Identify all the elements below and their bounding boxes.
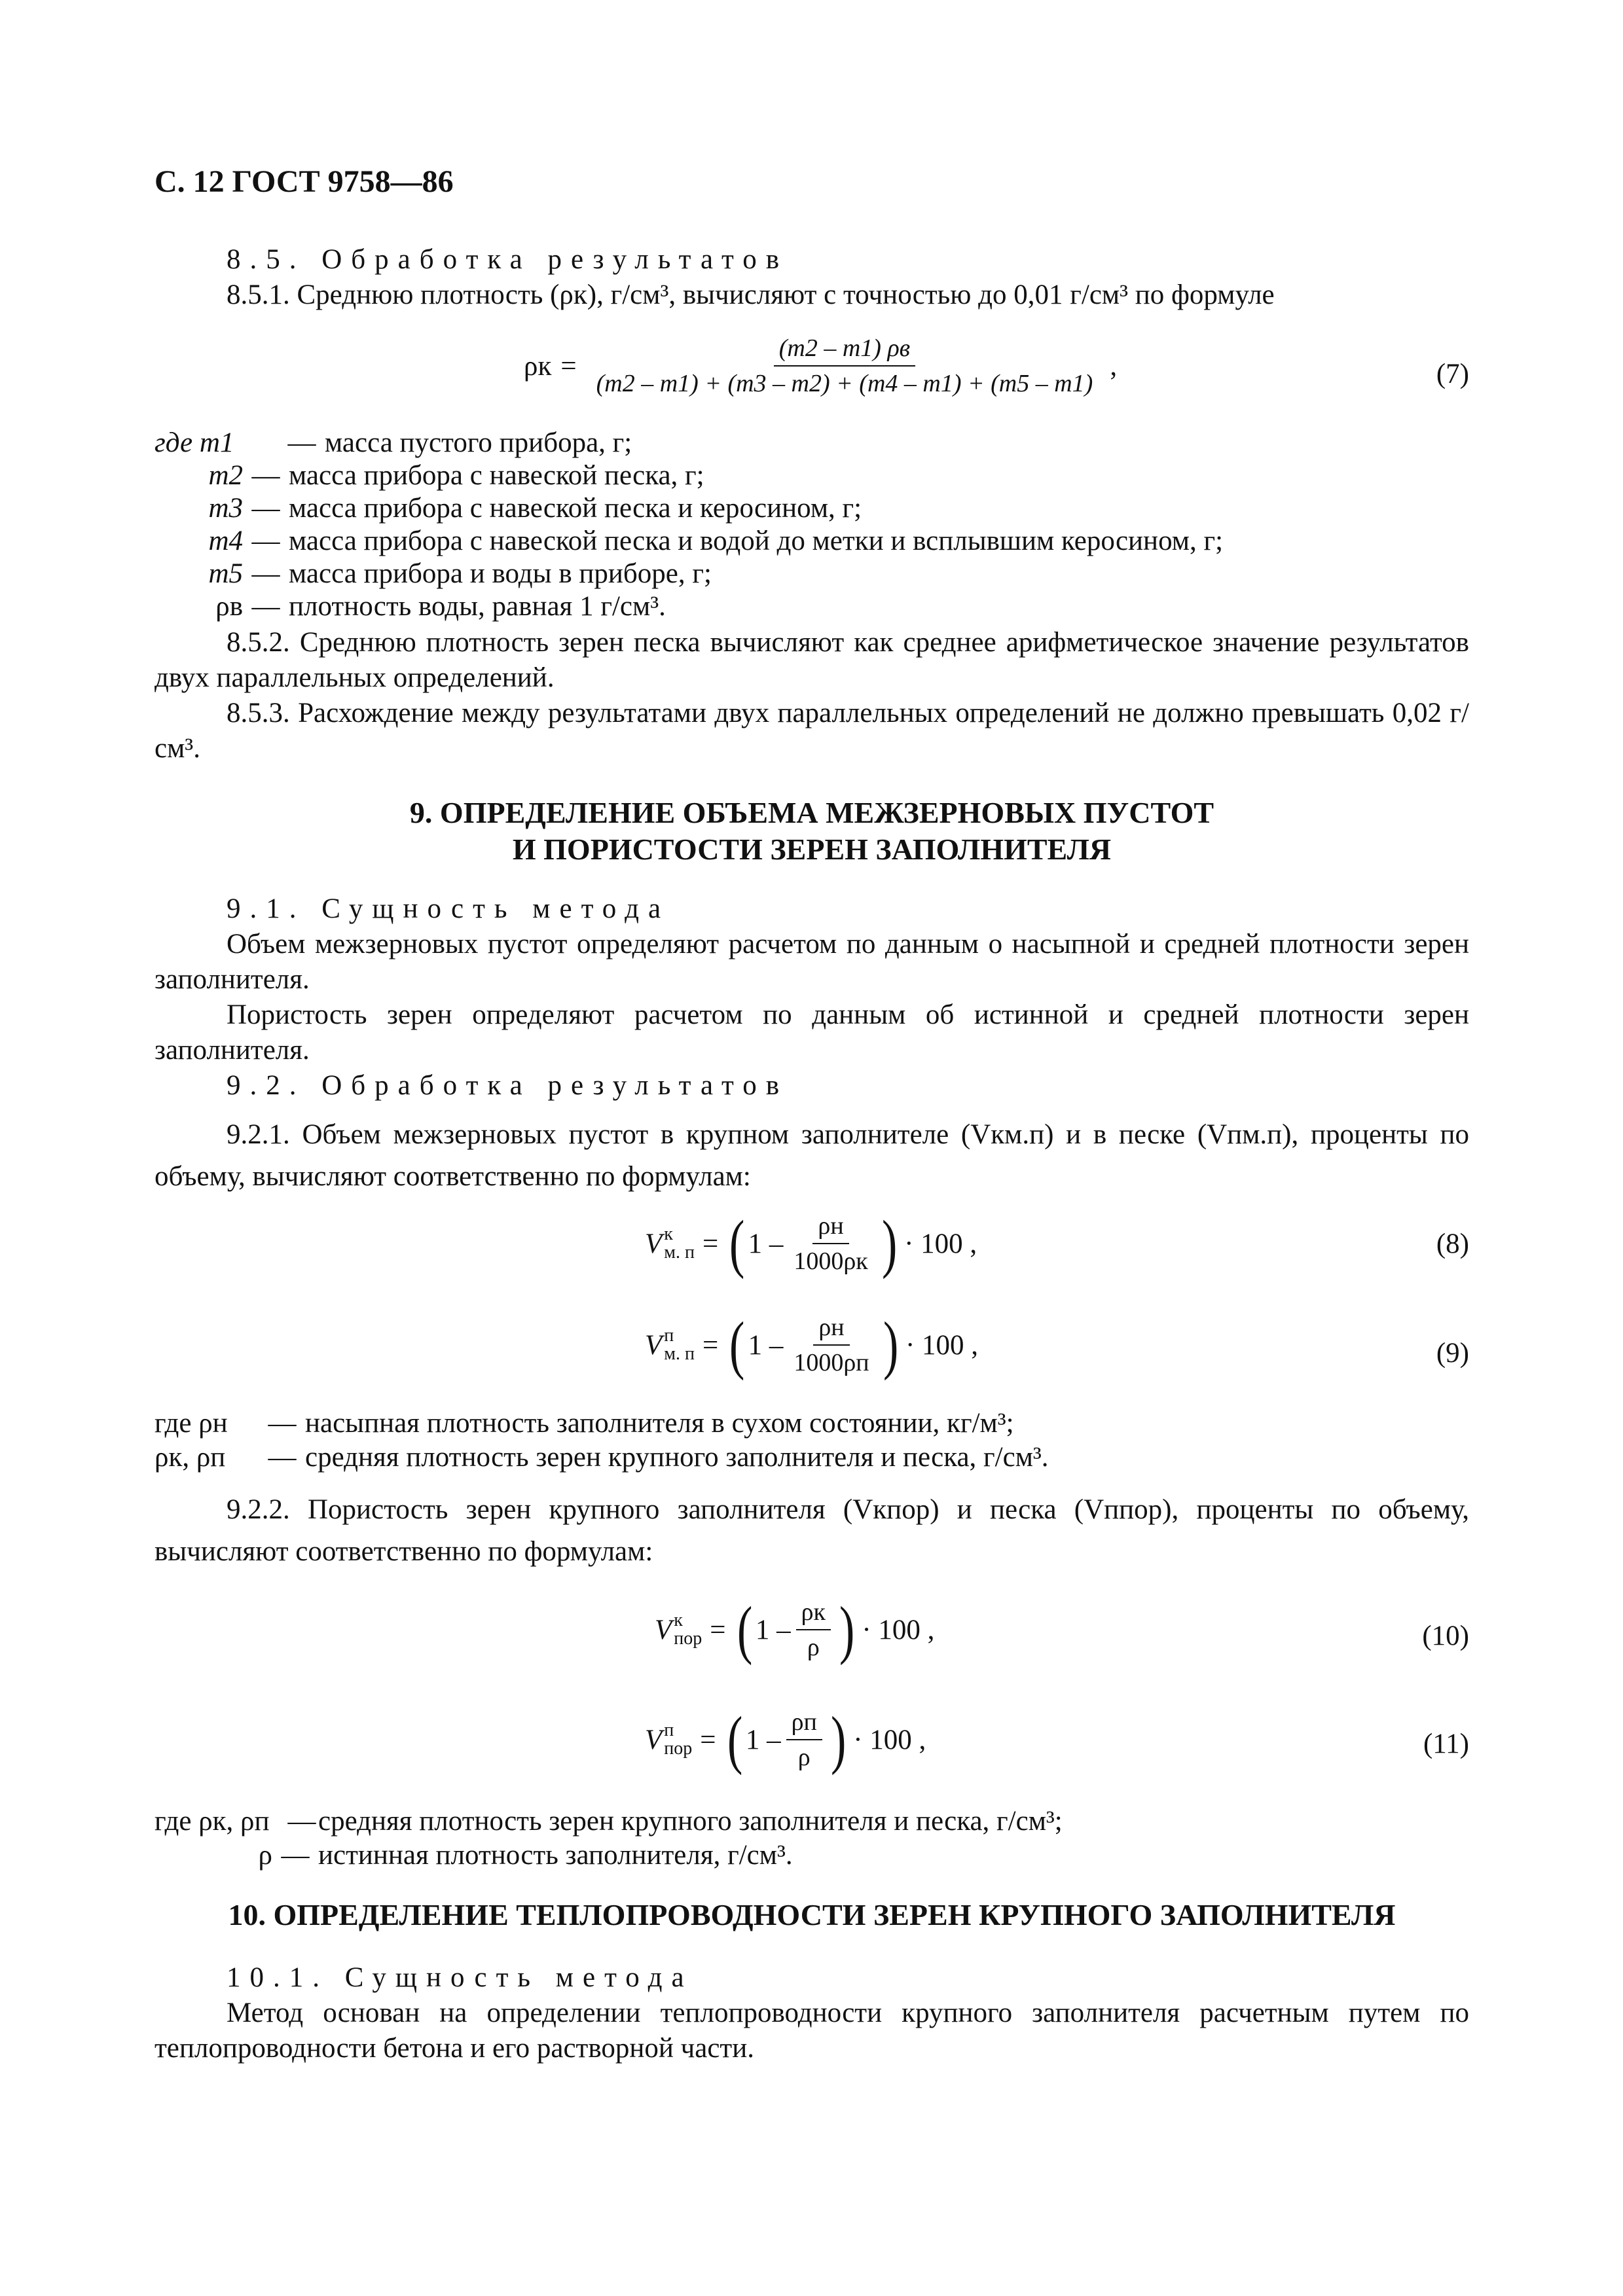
eq9-tail: · 100 , [905, 1329, 979, 1361]
section-9-2-2: 9.2.2. Пористость зерен крупного заполнителя (Vкпор) и песка (Vппор), проценты по объему, вычисляют соответственно по формулам: [155, 1494, 1469, 1567]
equation-7: ρк = $\frac{(m2 - m1) \rho в}{(m2 - m1) + (m3 - m2) + (m4 - m1) + (m5 - m1)}$ , [524, 334, 1118, 397]
eq8-tail: · 100 , [904, 1228, 977, 1259]
section-9-1-p2: Пористость зерен определяют расчетом по данным об истинной и средней плотности зерен заполнителя. [155, 999, 1469, 1066]
section-9-1-title: 9.1. Сущность метода [227, 893, 670, 924]
page-header: С. 12 ГОСТ 9758—86 [155, 164, 454, 199]
def-m1: где m1 — масса пустого прибора, г; [155, 427, 632, 458]
eq8-fraction: $\frac{\rho н}{1000\rho к}$ [793, 1212, 868, 1275]
eq10-one: 1 – [755, 1614, 791, 1645]
eq11-one: 1 – [745, 1724, 781, 1755]
equation-10: V к пор = ( 1 – $\frac{\rho к}{\rho}$ ) · 100 , [655, 1593, 935, 1666]
equation-11: V п пор = ( 1 – $\frac{\rho п}{\rho}$ ) · 100 , [645, 1703, 926, 1776]
def-m4: m4 — масса прибора с навеской песка и водой до метки и всплывшим керосином, г; [208, 526, 1224, 556]
def-rho: ρ — истинная плотность заполнителя, г/см³. [258, 1840, 793, 1871]
equation-7-number: (7) [1436, 359, 1469, 389]
def-m2: m2 — масса прибора с навеской песка, г; [208, 460, 704, 491]
equation-8-number: (8) [1436, 1229, 1469, 1259]
heading-9-line2: И ПОРИСТОСТИ ЗЕРЕН ЗАПОЛНИТЕЛЯ [512, 833, 1112, 866]
equation-11-number: (11) [1423, 1729, 1469, 1759]
def-m5: m5 — масса прибора и воды в приборе, г; [208, 558, 712, 589]
equation-8: V к м. п = ( 1 – $\frac{\rho н}{1000\rho к}$ ) · 100 , [645, 1207, 977, 1280]
eq10-tail: · 100 , [862, 1614, 935, 1645]
def-rho-v: ρв — плотность воды, равная 1 г/см³. [215, 591, 666, 622]
section-8-5-3: 8.5.3. Расхождение между результатами двух параллельных определений не должно превышать 0,02 г/см³. [155, 698, 1469, 764]
def-m3: m3 — масса прибора с навеской песка и керосином, г; [208, 493, 862, 524]
eq7-tail: , [1110, 350, 1118, 382]
section-9-2-1: 9.2.1. Объем межзерновых пустот в крупном заполнителе (Vкм.п) и в песке (Vпм.п), проценты по объему, вычисляют соответственно по формулам: [155, 1119, 1469, 1192]
eq11-tail: · 100 , [853, 1724, 926, 1755]
section-10-1-title: 10.1. Сущность метода [227, 1962, 693, 1993]
equation-10-number: (10) [1422, 1621, 1469, 1651]
def-rho-n: где ρн — насыпная плотность заполнителя в сухом состоянии, кг/м³; [155, 1408, 1014, 1439]
section-10-1-p: Метод основан на определении теплопроводности крупного заполнителя расчетным путем по теплопроводности бетона и его растворной части. [155, 1998, 1469, 2064]
eq7-denominator: (m2 – m1) + (m3 – m2) + (m4 – m1) + (m5 – m1) [596, 370, 1093, 397]
eq9-one: 1 – [748, 1329, 784, 1361]
section-8-5-title: 8.5. Обработка результатов [227, 244, 788, 275]
equation-9-number: (9) [1436, 1338, 1469, 1369]
eq7-lhs: ρк [524, 350, 552, 382]
eq7-fraction [591, 334, 1099, 398]
section-8-5-2: 8.5.2. Среднюю плотность зерен песка вычисляют как среднее арифметическое значение результатов двух параллельных определений. [155, 627, 1469, 693]
eq8-one: 1 – [748, 1228, 784, 1259]
section-9-1-p1: Объем межзерновых пустот определяют расчетом по данным о насыпной и средней плотности зерен заполнителя. [155, 929, 1469, 995]
section-8-5-1: 8.5.1. Среднюю плотность (ρк), г/см³, вычисляют с точностью до 0,01 г/см³ по формуле [227, 279, 1275, 310]
eq10-fraction: $\frac{\rho к}{\rho}$ [796, 1598, 831, 1662]
equation-9: V п м. п = ( 1 – $\frac{\rho н}{1000\rho п}$ ) · 100 , [645, 1308, 979, 1381]
section-9-2-title: 9.2. Обработка результатов [227, 1070, 788, 1101]
heading-10: 10. ОПРЕДЕЛЕНИЕ ТЕПЛОПРОВОДНОСТИ ЗЕРЕН КРУПНОГО ЗАПОЛНИТЕЛЯ [228, 1898, 1396, 1931]
eq9-fraction: $\frac{\rho н}{1000\rho п}$ [793, 1314, 869, 1376]
def-rho-k-p: ρк, ρп — средняя плотность зерен крупного заполнителя и песка, г/см³. [155, 1442, 1049, 1473]
eq7-numerator: (m2 – m1) ρв [774, 334, 915, 367]
heading-9-line1: 9. ОПРЕДЕЛЕНИЕ ОБЪЕМА МЕЖЗЕРНОВЫХ ПУСТОТ [409, 796, 1214, 829]
eq11-fraction: $\frac{\rho п}{\rho}$ [786, 1708, 822, 1772]
def-rho-k-p-2: где ρк, ρп —средняя плотность зерен крупного заполнителя и песка, г/см³; [155, 1806, 1063, 1837]
